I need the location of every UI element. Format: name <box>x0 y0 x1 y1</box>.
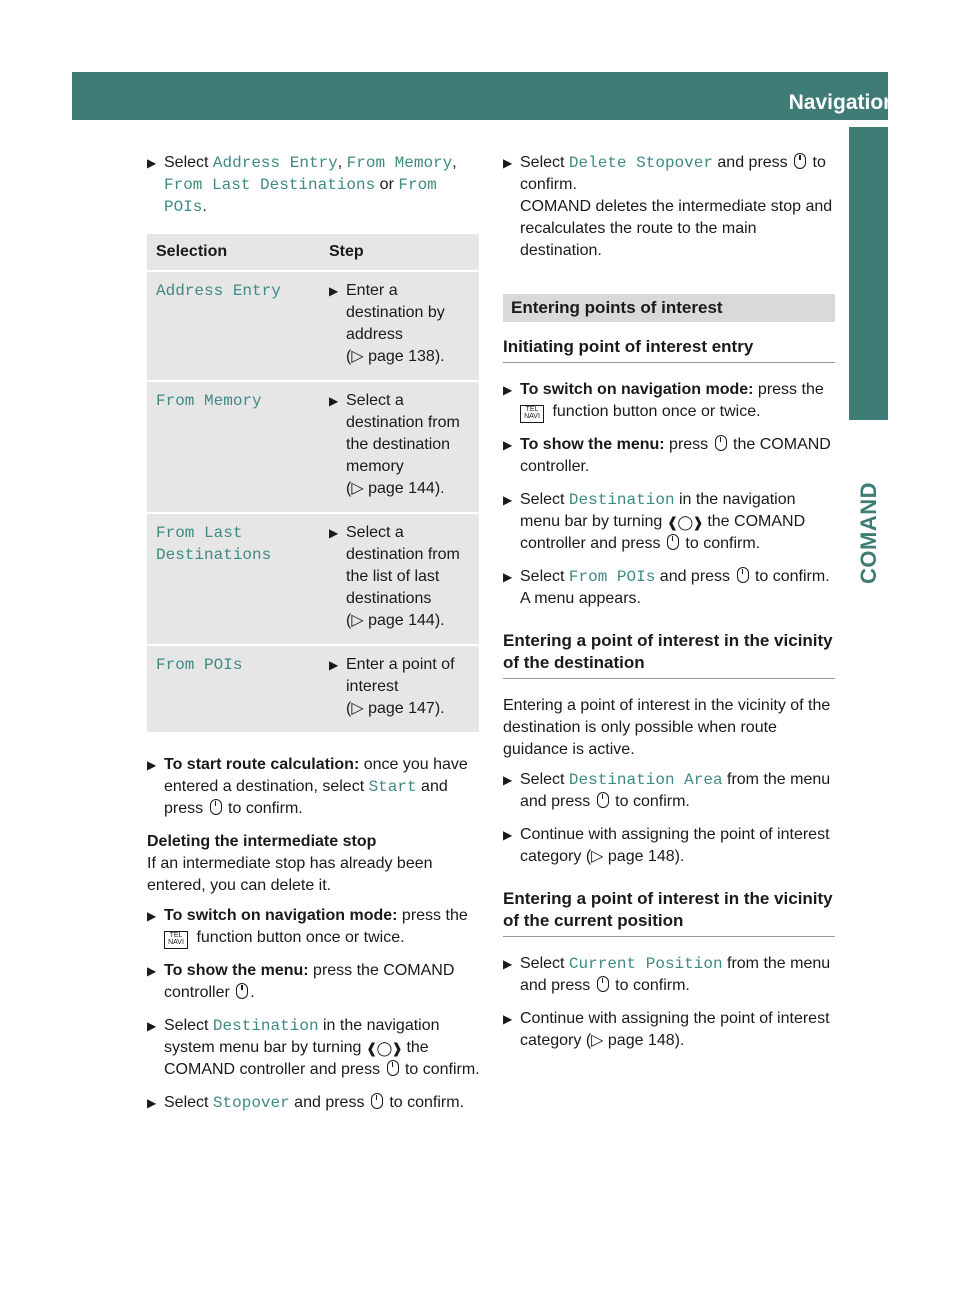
table-header: Step <box>329 234 479 270</box>
bullet-arrow-icon: ▶ <box>503 957 513 971</box>
page-number: 147 <box>917 93 949 114</box>
subheading-delete-stop: Deleting the intermediate stop <box>147 833 377 850</box>
step-select-destination: ▶ Select Destination in the navigation system menu bar by turning ❰◯❱ the COMAND controller and press to confirm. <box>147 1017 480 1078</box>
step-start-route: ▶ To start route calculation: once you have entered a destination, select Start and press to confirm. <box>147 756 468 817</box>
subheading-initiate-poi: Initiating point of interest entry <box>503 336 835 363</box>
right-column <box>503 152 835 1063</box>
bullet-arrow-icon: ▶ <box>503 156 513 170</box>
table-row: From Last Destinations ▶ Select a destination from the list of last destinations (▷ page 144). <box>147 514 479 644</box>
table-cell-step: Select a destination from the destination memory <box>346 392 460 475</box>
paragraph: If an intermediate stop has already been entered, you can delete it. <box>147 855 433 894</box>
table-cell-selection: From POIs <box>156 656 243 674</box>
step-nav-mode: ▶ To switch on navigation mode: press the TEL NAVI function button once or twice. <box>147 905 481 949</box>
step-select-current-position: ▶ Select Current Position from the menu and press to confirm. <box>503 955 831 994</box>
bullet-arrow-icon: ▶ <box>147 909 157 923</box>
controller-press-icon <box>597 792 609 808</box>
page-header <box>72 72 949 120</box>
step-continue-category: ▶ Continue with assigning the point of interest category (▷ page 148). <box>503 826 830 865</box>
controller-press-icon <box>210 799 222 815</box>
step-select-from-pois: ▶ Select From POIs and press to confirm. A menu appears. <box>503 568 830 607</box>
bullet-arrow-icon: ▶ <box>503 1012 513 1026</box>
table-row: From Memory ▶ Select a destination from the destination memory (▷ page 144). <box>147 382 479 512</box>
step-continue-category: ▶ Continue with assigning the point of interest category (▷ page 148). <box>503 1010 830 1049</box>
bullet-arrow-icon: ▶ <box>503 383 513 397</box>
tel-navi-button-icon: TEL NAVI <box>520 405 544 423</box>
bullet-arrow-icon: ▶ <box>147 758 157 772</box>
step-select-entry: ▶ Select Address Entry, From Memory, From Last Destinations or From POIs. <box>147 154 457 216</box>
section-heading: Entering points of interest <box>503 294 835 322</box>
bullet-arrow-icon: ▶ <box>329 526 339 540</box>
step-show-menu: ▶ To show the menu: press the COMAND controller. <box>503 436 831 475</box>
paragraph: Entering a point of interest in the vicinity of the destination is only possible when route guidance is active. <box>503 697 831 758</box>
controller-press-icon <box>715 435 727 451</box>
controller-press-icon <box>387 1060 399 1076</box>
table-header: Selection <box>147 234 329 270</box>
table-header-row <box>147 234 479 270</box>
table-cell-step: Enter a point of interest <box>346 656 455 695</box>
controller-rotate-icon: ❰◯❱ <box>365 1040 403 1056</box>
table-cell-selection: From Last Destinations <box>156 524 272 564</box>
bullet-arrow-icon: ▶ <box>147 964 157 978</box>
bullet-arrow-icon: ▶ <box>329 284 339 298</box>
bullet-arrow-icon: ▶ <box>503 438 513 452</box>
table-row: Address Entry ▶ Enter a destination by address (▷ page 138). <box>147 272 479 380</box>
controller-press-icon <box>794 153 806 169</box>
bullet-arrow-icon: ▶ <box>503 570 513 584</box>
step-nav-mode: ▶ To switch on navigation mode: press the TEL NAVI function button once or twice. <box>503 379 835 423</box>
tel-navi-button-icon: TEL NAVI <box>164 931 188 949</box>
subheading-poi-vicinity-destination: Entering a point of interest in the vicinity of the destination <box>503 630 835 679</box>
table-cell-selection: Address Entry <box>156 282 281 300</box>
bullet-arrow-icon: ▶ <box>503 828 513 842</box>
step-show-menu: ▶ To show the menu: press the COMAND controller . <box>147 962 455 1001</box>
side-tab-label: COMAND <box>855 482 881 584</box>
step-delete-stopover: ▶ Select Delete Stopover and press to confirm. COMAND deletes the intermediate stop and recalculates the route to the main destination. <box>503 154 833 259</box>
section-title: Navigation <box>788 91 896 114</box>
step-select-destination-area: ▶ Select Destination Area from the menu and press to confirm. <box>503 771 831 810</box>
table-cell-step: Select a destination from the list of last destinations <box>346 524 460 607</box>
bullet-arrow-icon: ▶ <box>503 493 513 507</box>
controller-press-icon <box>737 567 749 583</box>
controller-rotate-icon: ❰◯❱ <box>666 514 703 530</box>
step-select-destination: ▶ Select Destination in the navigation menu bar by turning ❰◯❱ the COMAND controller and press to confirm. <box>503 491 806 552</box>
header-divider <box>901 72 904 120</box>
side-tab-block <box>849 127 888 420</box>
bullet-arrow-icon: ▶ <box>147 156 157 170</box>
table-row: From POIs ▶ Enter a point of interest (▷ page 147). <box>147 646 479 732</box>
table-cell-selection: From Memory <box>156 392 262 410</box>
selection-table <box>147 232 479 734</box>
left-column <box>147 152 481 1125</box>
controller-press-icon <box>236 983 248 999</box>
bullet-arrow-icon: ▶ <box>147 1019 157 1033</box>
subheading-poi-vicinity-position: Entering a point of interest in the vicinity of the current position <box>503 888 835 937</box>
table-cell-step: Enter a destination by address <box>346 282 445 343</box>
controller-press-icon <box>371 1093 383 1109</box>
bullet-arrow-icon: ▶ <box>503 773 513 787</box>
bullet-arrow-icon: ▶ <box>329 658 339 672</box>
step-select-stopover: ▶ Select Stopover and press to confirm. <box>147 1094 465 1112</box>
controller-press-icon <box>597 976 609 992</box>
controller-press-icon <box>667 534 679 550</box>
bullet-arrow-icon: ▶ <box>147 1096 157 1110</box>
bullet-arrow-icon: ▶ <box>329 394 339 408</box>
